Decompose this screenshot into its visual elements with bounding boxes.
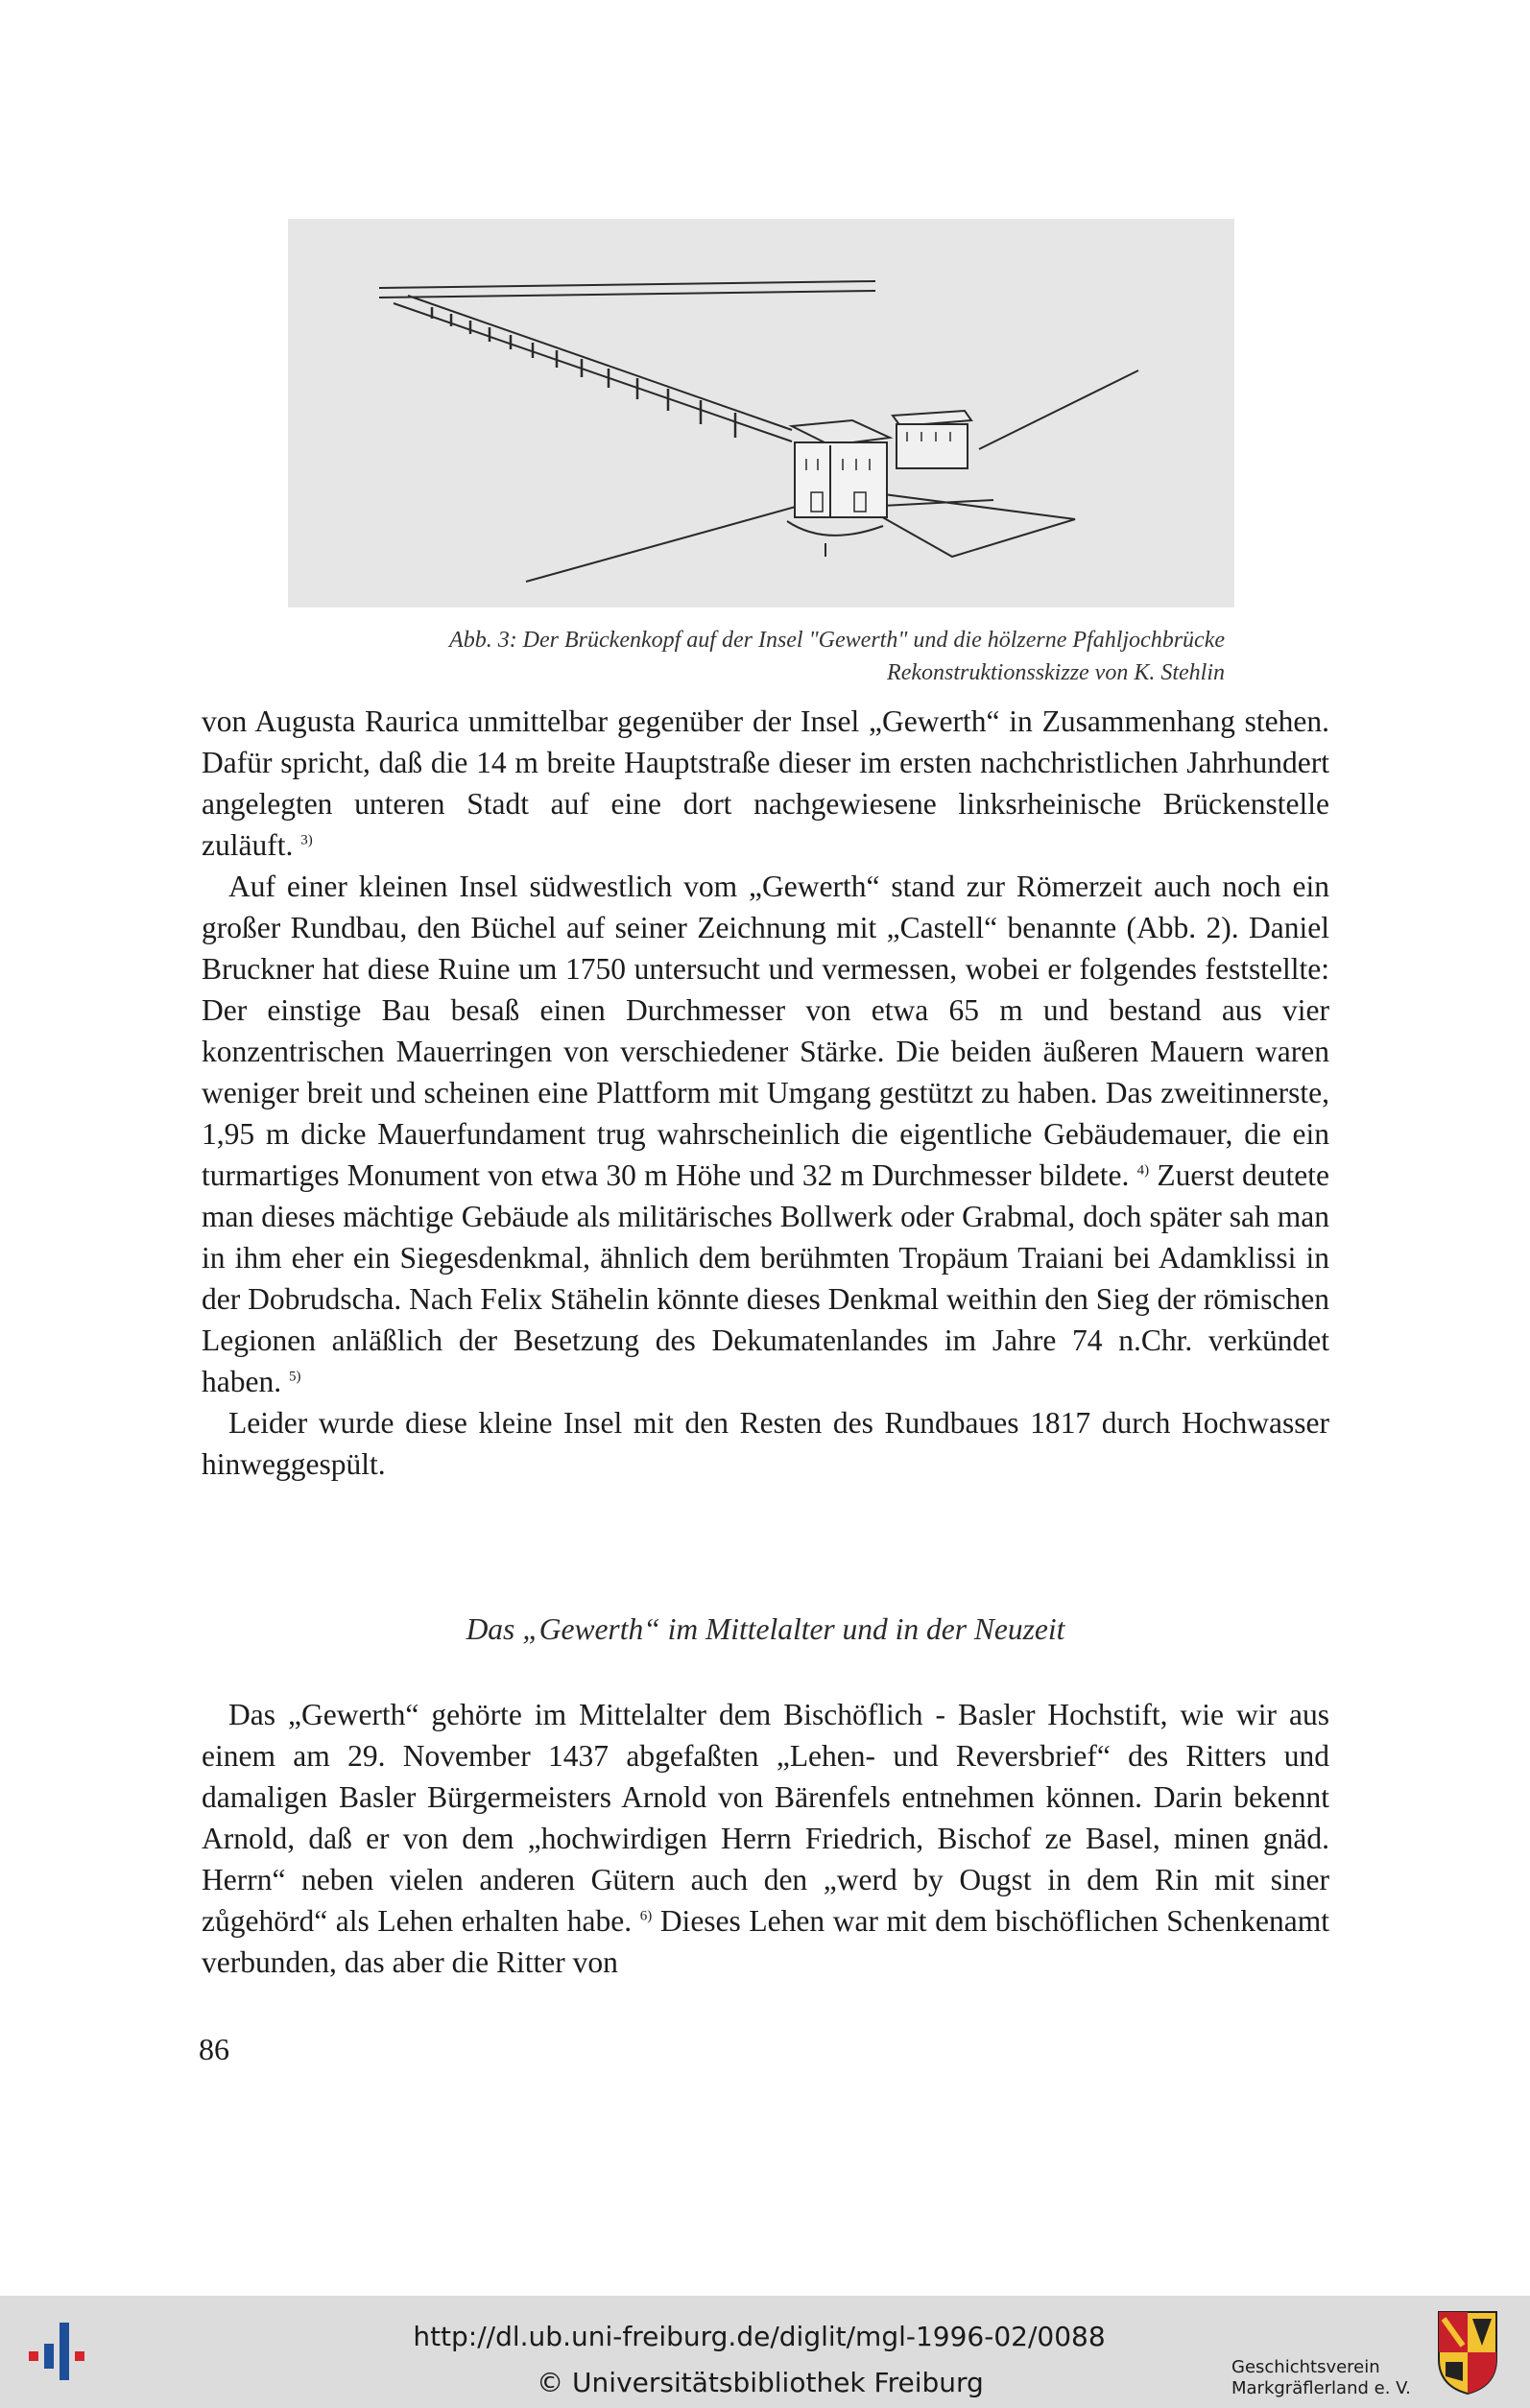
paragraph-2: Auf einer kleinen Insel südwestlich vom „Gewerth“ stand zur Römerzeit auch noch ein großer Rundbau, den Büchel auf seiner Zeichnung mit „Castell“ benannte (Abb. 2). Daniel Bruckner hat diese Ruine um 1750 untersucht und vermessen, wobei er folgendes feststellte: Der einstige Bau besaß einen Durchmesser von etwa 65 m und bestand aus vier konzentrischen Mauerringen von verschiedener Stärke. Die beiden äußeren Mauern waren weniger breit und scheinen eine Plattform mit Umgang gestützt zu haben. Das zweitinnerste, 1,95 m dicke Mauerfundament trug wahrscheinlich die eigentliche Gebäudemauer, die ein turmartiges Monument von etwa 30 m Höhe und 32 m Durchmesser bildete. $^{4)}$ Zuerst deutete man dieses mächtige Gebäude als militärisches Bollwerk oder Grabmal, doch später sah man in ihm eher ein Siegesdenkmal, ähnlich dem berühmten Tropäum Traiani bei Adamklissi in der Dobrudscha. Nach Felix Stähelin könnte dieses Denkmal weithin den Sieg der römischen Legionen anläßlich der Besetzung des Dekumatenlandes im Jahre 74 n.Chr. verkündet haben. $^{5)}$ bbox=[202, 870, 1330, 1398]
bridge-sketch-drawing bbox=[288, 219, 1234, 608]
footer-bar bbox=[0, 2296, 1530, 2408]
coat-of-arms-icon bbox=[1436, 2309, 1499, 2396]
paragraph-3: Leider wurde diese kleine Insel mit den Resten des Rundbaues 1817 durch Hochwasser hinweggespült. bbox=[202, 1406, 1329, 1481]
section-heading: Das „Gewerth“ im Mittelalter und in der Neuzeit bbox=[466, 1612, 1065, 1646]
page-number: 86 bbox=[199, 2032, 229, 2066]
figure-bridgehead-sketch bbox=[288, 219, 1234, 608]
figure-caption bbox=[288, 624, 1225, 689]
footnote-marker: 6) bbox=[639, 1908, 653, 1924]
caption-line-1: Abb. 3: Der Brückenkopf auf der Insel "Gewerth" und die hölzerne Pfahljochbrücke bbox=[449, 628, 1225, 653]
caption-line-2: Rekonstruktionsskizze von K. Stehlin bbox=[887, 660, 1225, 685]
main-text-block bbox=[202, 701, 1329, 1485]
document-url[interactable]: http://dl.ub.uni-freiburg.de/diglit/mgl-1996-02/0088 bbox=[413, 2321, 1106, 2352]
section-text-block bbox=[202, 1694, 1329, 1983]
footnote-marker: 4) bbox=[1136, 1162, 1150, 1179]
footnote-marker: 3) bbox=[300, 832, 313, 848]
footnote-marker: 5) bbox=[288, 1369, 301, 1385]
copyright-notice: © Universitätsbibliothek Freiburg bbox=[537, 2367, 984, 2398]
paragraph-1: von Augusta Raurica unmittelbar gegenüber der Insel „Gewerth“ in Zusammenhang stehen. Dafür spricht, daß die 14 m breite Hauptstraße dieser im ersten nachchristlichen Jahrhundert angelegten unteren Stadt auf eine dort nachgewiesene linksrheinische Brückenstelle zuläuft. $^{3)}$ bbox=[202, 704, 1329, 862]
paragraph-4: Das „Gewerth“ gehörte im Mittelalter dem Bischöflich - Basler Hochstift, wie wir aus einem am 29. November 1437 abgefaßten „Lehen- und Reversbrief“ des Ritters und damaligen Basler Bürgermeisters Arnold von Bärenfels entnehmen können. Darin bekennt Arnold, daß er von dem „hochwirdigen Herrn Friedrich, Bischof ze Basel, minen gnäd. Herrn“ neben vielen anderen Gütern auch den „werd by Ougst in dem Rin mit siner zůgehörd“ als Lehen erhalten habe. $^{6)}$ Dieses Lehen war mit dem bischöflichen Schenkenamt verbunden, das aber die Ritter von bbox=[202, 1698, 1329, 1979]
society-name: Geschichtsverein Markgräflerland e. V. bbox=[1231, 2357, 1411, 2398]
